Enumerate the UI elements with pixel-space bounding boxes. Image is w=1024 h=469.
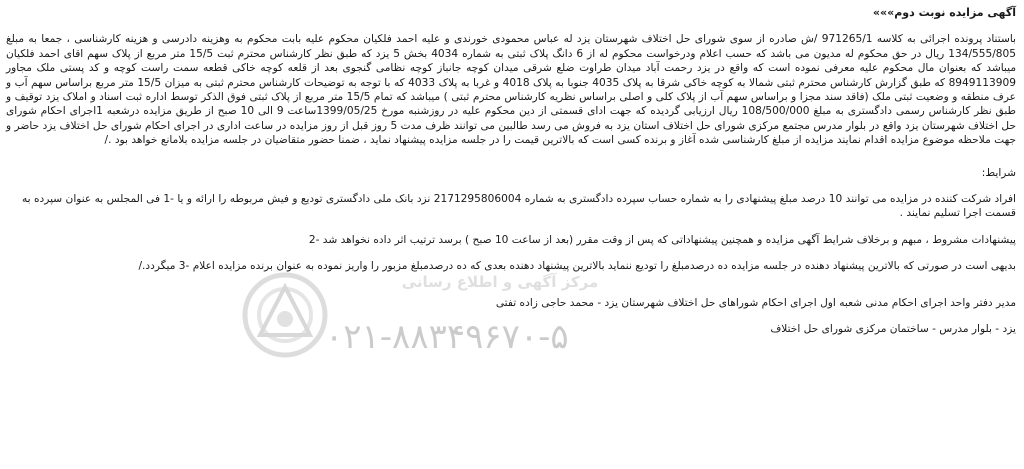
condition-item-1: افراد شرکت کننده در مزایده می توانند 10 درصد مبلغ پیشنهادی را به شماره حساب سپرده دادگستری به شماره 2171295806004 نزد بانک ملی دادگستری تودیع و فیش مربوطه را ارائه و یا -1 فی المجلس به عنوان سپرده به قسمت اجرا تسلیم نمایند .: [21, 193, 1016, 220]
condition-item-3: بدیهی است در صورتی که بالاترین پیشنهاد دهنده در جلسه مزایده ده درصدمبلغ را تودیع ننماید بالاترین پیشنهاد دهنده بعدی که ده درصدمبلغ مزبور را واریز نموده به عنوان برنده مزایده اعلام -3 میگردد./: [138, 260, 1016, 273]
conditions-header: شرایط:: [981, 166, 1016, 179]
watermark-phone: ۰۲۱-۸۸۳۴۹۶۷۰-۵: [325, 317, 569, 357]
notice-body: باستناد پرونده اجرائی به کلاسه 971265/1 /ش صادره از سوی شورای حل اختلاف شهرستان یزد له عباس محمودی خورندی و علیه احمد فلکیان محکوم علیه بابت محکوم به وهزینه دادرسی و هزینه کارشناسی ، جمعا به مبلغ 134/555/805 ریال در حق محکوم له مدیون می باشد که حسب اعلام ودرخواست محکوم له از 6 دانگ پلاک ثبتی به شماره 4034 بخش 5 یزد که طبق نظر کارشناس محترم ثبت 15/5 متر مربع از پلاک سهم اقای احمد فلکیان میباشد که بعنوان مال محکوم علیه معرفی نموده است که واقع در یزد رحمت آباد میدان طراوت ضلع شرقی میدان کوچه جانباز کوچه نظامی گنجوی بعد از قلعه کوچه خاکی قطعه سمت راست کوچه و کد پستی ملک مجاور 8949113909 که طبق گزارش کارشناس محترم ثبتی شمالا به کوچه خاکی شرقا به پلاک 4035 جنوبا به پلاک 4018 و غربا به پلاک 4033 که با توجه به توضیحات کارشناس محترم ثبتی به میزان 15/5 متر مربع براساس سهم آب و عرف منطقه و وضعیت ثبتی ملک (فاقد سند مجزا و براساس سهم آب از پلاک کلی و اصلی براساس نظریه کارشناس محترم ثبتی ) میباشد که تمام 15/5 متر مربع از پلاک ثبتی فوق الذکر توسط اداره ثبت اسناد و املاک یزد توقیف و طبق نظر کارشناس رسمی دادگستری به مبلغ 108/500/000 ریال ارزیابی گردیده که جهت ادای قسمتی از دین محکوم علیه در روزشنبه مورخ 1399/05/25ساعت 9 الی 10 صبح از طریق مزایده درشعبه 1اجرای احکام شورای حل اختلاف شهرستان یزد واقع در بلوار مدرس مجتمع مرکزی شورای حل اختلاف استان یزد به فروش می رسد طالبین می توانند ظرف مدت 5 روز قبل از روز مزایده در ساعت اداری در اجرای احکام شورای حل اختلاف یزد حاضر و جهت ملاحظه موضوع مزایده اقدام نمایند مزایده از مبلغ کارشناسی شده آغاز و برنده کسی است که بالاترین قیمت را در جلسه مزایده پیشنهاد نماید ، ضمنا حضور متقاضیان در جلسه مزایده بلامانع خواهد بود ./: [6, 33, 1017, 147]
condition-item-2: پیشنهادات مشروط ، مبهم و برخلاف شرایط آگهی مزایده و همچنین پیشنهاداتی که پس از وقت مقرر (بعد از ساعت 10 صبح ) برسد ترتیب اثر داده نخواهد شد -2: [308, 233, 1016, 246]
address-line: یزد - بلوار مدرس - ساختمان مرکزی شورای حل اختلاف: [770, 323, 1016, 336]
notice-title: آگهی مزایده نوبت دوم»»»: [872, 6, 1016, 19]
signature-line: مدیر دفتر واحد اجرای احکام مدنی شعبه اول اجرای احکام شوراهای حل اختلاف شهرستان یزد - محمد حاجی زاده تفتی: [495, 296, 1016, 309]
auction-notice: [6, 6, 1016, 465]
watermark-text: مرکز آگهی و اطلاع رسانی: [401, 273, 599, 291]
